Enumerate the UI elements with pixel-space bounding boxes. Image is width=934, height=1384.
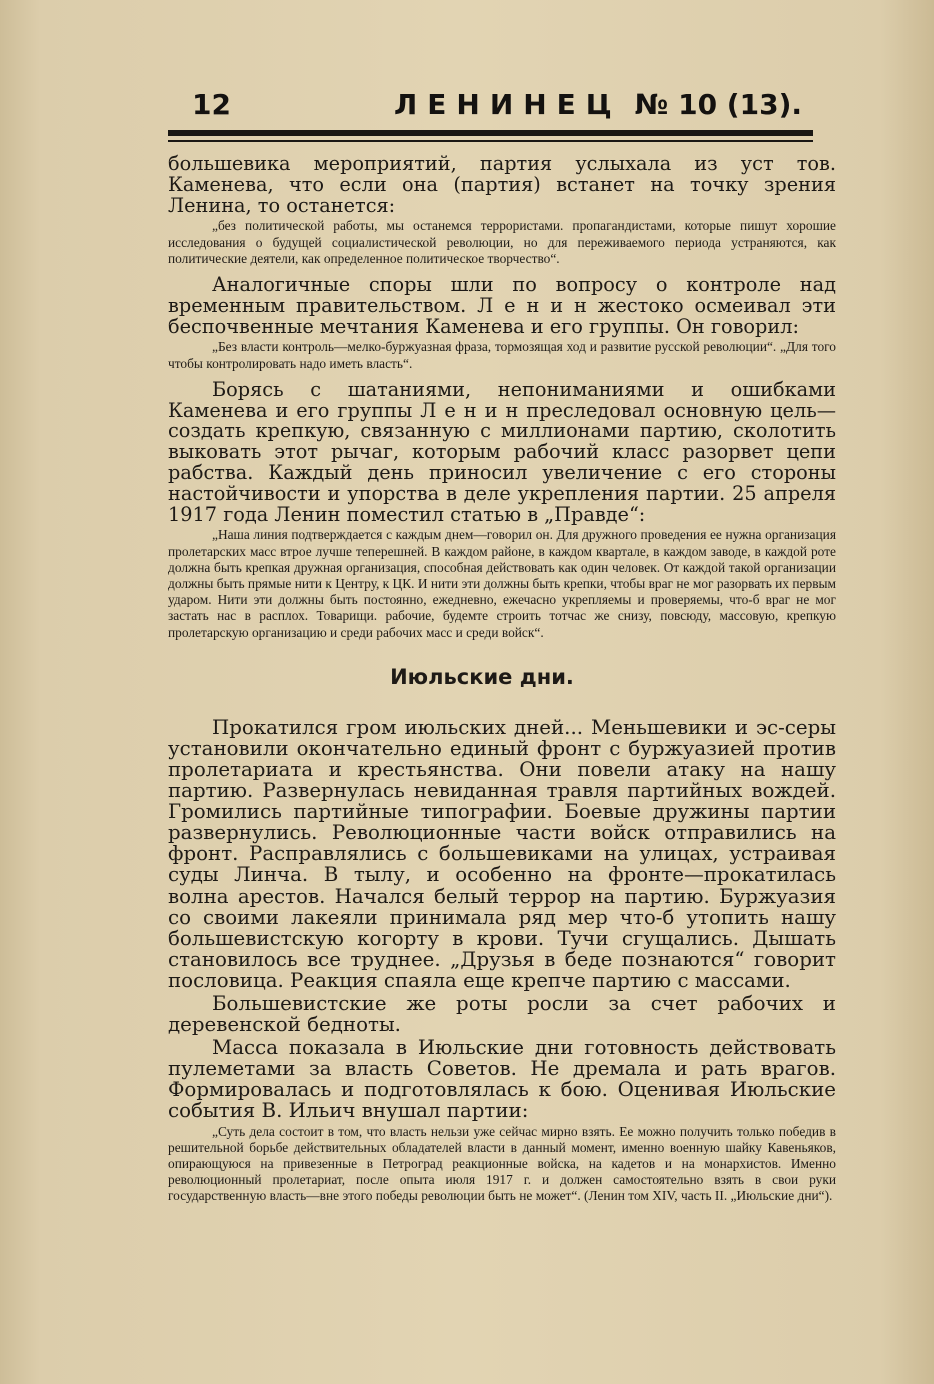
paragraph: Борясь с шатаниями, непониманиями и ошибками Каменева и его группы Л е н и н преследовал основную цель—создать крепкую, связанную с миллионами партию, сколотить выковать этот рычаг, которым рабочий класс разорвет цепи рабства. Каждый день приносил увеличение с его стороны настойчивости и упорства в деле укрепления партии. 25 апреля 1917 года Ленин поместил статью в „Правде“:: [168, 377, 836, 526]
newspaper-title: ЛЕНИНЕЦ: [394, 88, 622, 121]
paragraph: Прокатился гром июльских дней... Меньшевики и эс-серы установили окончательно единый фронт с буржуазией против пролетариата и крестьянства. Они повели атаку на нашу партию. Развернулась невиданная травля партийных вождей. Громились партийные типографии. Боевые дружины партии развернулись. Революционные части войск отправились на фронт. Расправлялись с большевиками на улицах, устраивая суды Линча. В тылу, и особенно на фронте—прокатилась волна арестов. Начался белый террор на партию. Буржуазия со своими лакеяли принимала ряд мер что-б утопить нашу большевистскую когорту в крови. Тучи сгущались. Дышать становилось все труднее. „Друзья в беде познаются“ говорит пословица. Реакция спаяла еще крепче партию с массами.: [168, 715, 836, 992]
quotation: „без политической работы, мы останемся террористами. пропагандистами, которые пишут хорошие исследования о будущей социалистической революции, но для переживаемого периода устраняются, как политические деятели, как определенное политическое творчество“.: [168, 218, 836, 266]
section-heading: Июльские дни.: [390, 664, 574, 689]
quotation: „Наша линия подтверждается с каждым днем—говорил он. Для дружного проведения ее нужна организация пролетарских масс втрое лучше теперешней. В каждом районе, в каждом квартале, в каждом заводе, в каждой роте должна быть крепкая дружная организация, способная действовать как один человек. От каждой такой организации должны быть прямые нити к Центру, к ЦК. И нити эти должны быть крепки, чтобы враг не мог разорвать их первым ударом. Нити эти должны быть постоянно, ежедневно, ежечасно укрепляемы и проверяемы, что-б враг не мог застать нас в расплох. Товарищи. рабочие, будемте строить тотчас же снизу, повсюду, массовую, крепкую пролетарскую организацию и среди рабочих масс и среди войск“.: [168, 527, 836, 640]
paragraph: Большевистские же роты росли за счет рабочих и деревенской бедноты.: [168, 992, 836, 1037]
quotation: „Без власти контроль—мелко-буржуазная фраза, тормозящая ход и развитие русской революции“. „Для того чтобы контролировать надо иметь власть“.: [168, 339, 836, 371]
paragraph: Масса показала в Июльские дни готовность действовать пулеметами за власть Советов. Не дремала и рать врагов. Формировалась и подготовлялась к бою. Оценивая Июльские события В. Ильич внушал партии:: [168, 1036, 836, 1123]
header-rule-thin: [168, 140, 813, 142]
quotation: „Суть дела состоит в том, что власть нельзи уже сейчас мирно взять. Ее можно получить только победив в решительной борьбе действительных обладателей власти в данный момент, именно военную шайку Кавеньяков, опирающуюся на привезенные в Петроград реакционные войска, на кадетов и на монархистов. Именно революционный пролетариат, после опыта июля 1917 г. и должен самостоятельно взять в свои руки государственную власть—вне этого победы революции быть не может“. (Ленин том XIV, часть II. „Июльские дни“).: [168, 1123, 836, 1204]
page-header: [168, 88, 808, 128]
paragraph: Аналогичные споры шли по вопросу о контроле над временным правительством. Л е н и н жестоко осмеивал эти беспочвенные мечтания Каменева и его группы. Он говорил:: [168, 273, 836, 338]
article-body: [168, 154, 836, 1213]
paragraph: большевика мероприятий, партия услыхала из уст тов. Каменева, что если она (партия) встанет на точку зрения Ленина, то останется:: [168, 152, 836, 217]
page-number: 12: [192, 88, 231, 121]
header-rule-thick: [168, 130, 813, 136]
issue-number: № 10 (13).: [634, 88, 802, 121]
